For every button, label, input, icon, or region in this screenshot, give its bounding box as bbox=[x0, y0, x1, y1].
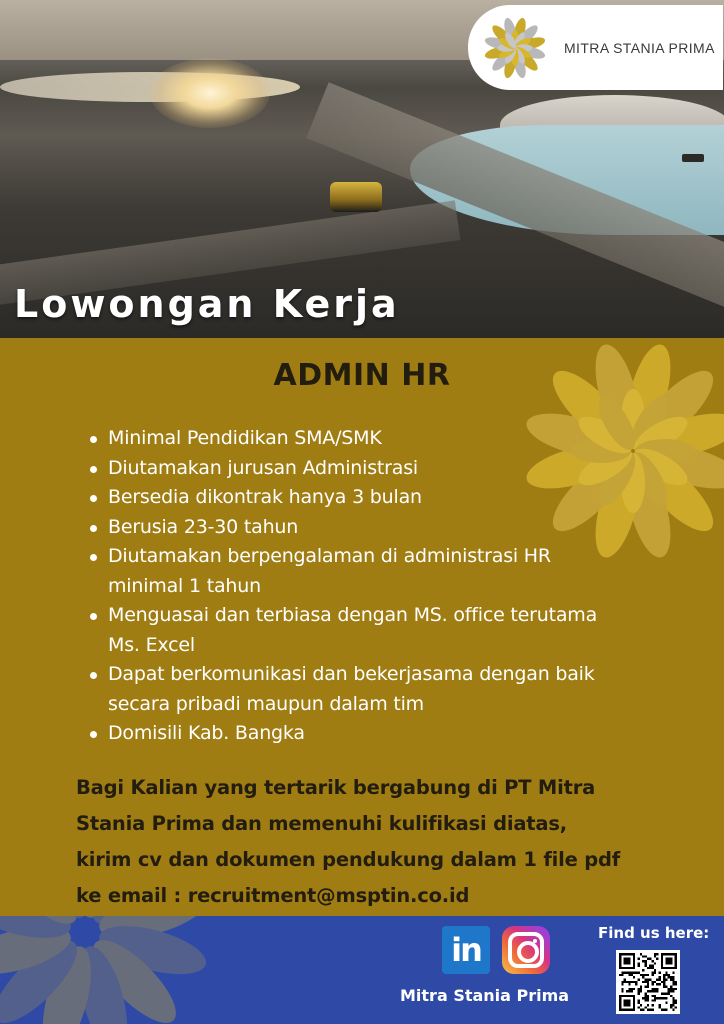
linkedin-icon[interactable] bbox=[442, 926, 490, 974]
mitra-stania-logo-flower bbox=[478, 11, 552, 85]
requirement-item bbox=[88, 660, 648, 719]
qr-code-pattern bbox=[619, 953, 677, 1011]
requirement-line: secara pribadi maupun dalam tim bbox=[108, 692, 424, 715]
requirement-line: Dapat berkomunikasi dan bekerjasama dengan baik bbox=[108, 663, 595, 685]
requirement-line: Berusia 23-30 tahun bbox=[108, 515, 299, 538]
job-title: ADMIN HR bbox=[273, 358, 451, 393]
requirement-line: Diutamakan jurusan Administrasi bbox=[108, 456, 418, 479]
headline: Lowongan Kerja bbox=[14, 282, 400, 326]
hero-sun bbox=[150, 58, 270, 128]
requirement-item bbox=[88, 483, 648, 513]
hero-truck bbox=[330, 182, 382, 212]
requirement-line: Ms. Excel bbox=[108, 633, 195, 656]
qr-code[interactable] bbox=[616, 950, 680, 1014]
instagram-icon[interactable] bbox=[502, 926, 550, 974]
requirement-line: Diutamakan berpengalaman di administrasi HR bbox=[108, 545, 551, 567]
call-to-action bbox=[76, 770, 676, 914]
find-us-label: Find us here: bbox=[598, 924, 710, 942]
linkedin-label: in bbox=[451, 931, 481, 969]
requirement-item bbox=[88, 454, 648, 484]
cta-line[interactable]: ke email : recruitment@msptin.co.id bbox=[76, 884, 470, 907]
requirement-line: Bersedia dikontrak hanya 3 bulan bbox=[108, 486, 422, 508]
requirement-line: minimal 1 tahun bbox=[108, 574, 261, 597]
requirement-item bbox=[88, 601, 648, 660]
requirement-item bbox=[88, 424, 648, 454]
decorative-flower-left-icon bbox=[0, 916, 230, 1024]
requirement-line: Menguasai dan terbiasa dengan MS. office terutama bbox=[108, 604, 598, 626]
logo-text: MITRA STANIA PRIMA bbox=[564, 39, 715, 56]
cta-line: kirim cv dan dokumen pendukung dalam 1 file pdf bbox=[76, 848, 621, 871]
requirement-item bbox=[88, 542, 648, 601]
requirement-item bbox=[88, 513, 648, 543]
requirement-item bbox=[88, 719, 648, 749]
requirements-list bbox=[88, 424, 648, 749]
instagram-ring bbox=[508, 932, 544, 968]
company-logo bbox=[468, 5, 723, 90]
cta-line: Stania Prima dan memenuhi kulifikasi diatas, bbox=[76, 812, 567, 835]
footer-company-name: Mitra Stania Prima bbox=[400, 986, 570, 1005]
requirement-line: Minimal Pendidikan SMA/SMK bbox=[108, 427, 382, 449]
cta-line: Bagi Kalian yang tertarik bergabung di PT Mitra bbox=[76, 776, 596, 799]
requirement-line: Domisili Kab. Bangka bbox=[108, 722, 305, 744]
hero-boat bbox=[682, 154, 704, 162]
